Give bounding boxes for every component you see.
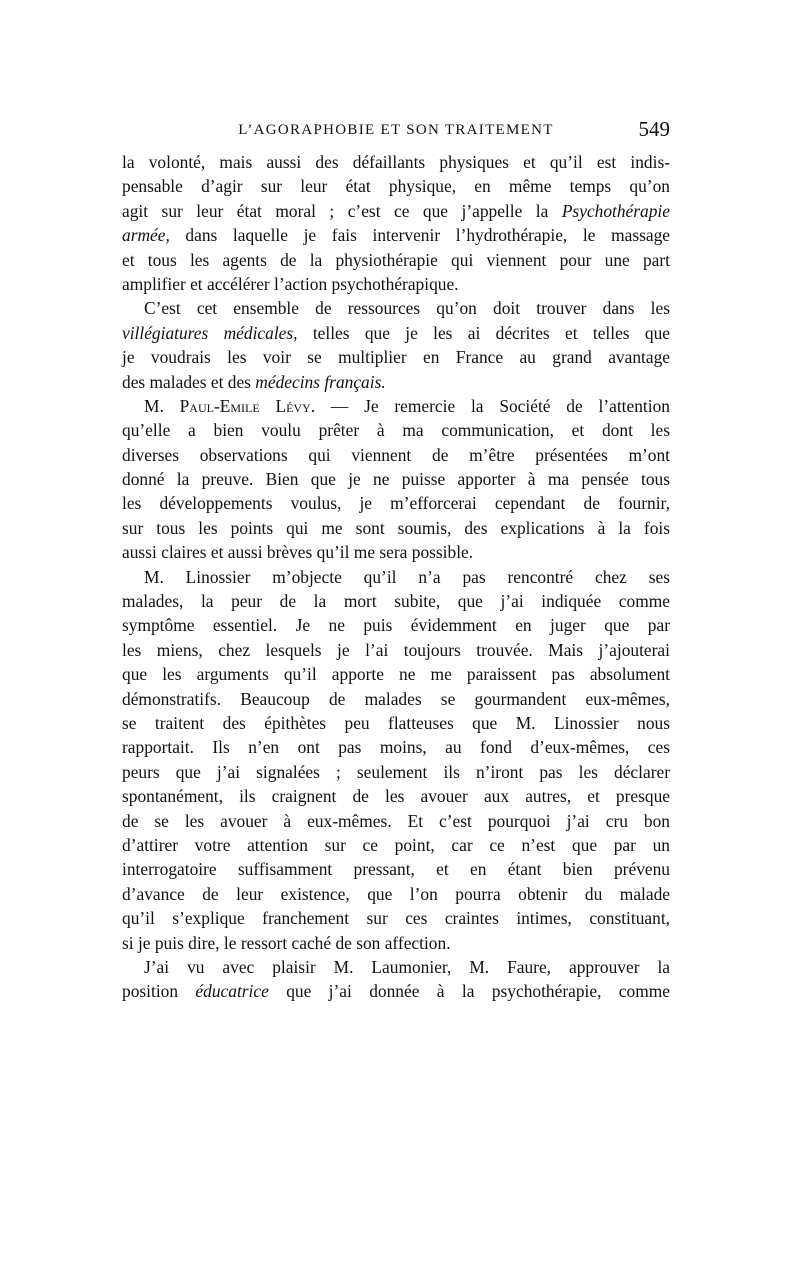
text-line bbox=[122, 882, 670, 906]
text-span: que les arguments qu’il apporte ne me paraissent pas absolument bbox=[122, 664, 670, 685]
text-span: si je puis dire, le ressort caché de son affection. bbox=[122, 932, 451, 953]
text-span: dans laquelle je fais intervenir l’hydrothérapie, le massage bbox=[169, 225, 670, 246]
text-line bbox=[122, 906, 670, 930]
text-line bbox=[122, 491, 670, 515]
text-span: — Je remercie la Société de l’attention bbox=[315, 395, 670, 416]
text-line bbox=[122, 613, 670, 637]
text-span: peurs que j’ai signalées ; seulement ils n’iront pas les déclarer bbox=[122, 761, 670, 782]
text-span: la volonté, mais aussi des défaillants physiques et qu’il est indis- bbox=[122, 152, 670, 172]
text-line bbox=[122, 638, 670, 662]
text-line bbox=[122, 467, 670, 491]
text-span: agit sur leur état moral ; c’est ce que j’appelle la bbox=[122, 200, 562, 221]
text-span: d’attirer votre attention sur ce point, car ce n’est que par un bbox=[122, 834, 670, 855]
text-span: donné la preuve. Bien que je ne puisse apporter à ma pensée tous bbox=[122, 469, 670, 490]
text-span: symptôme essentiel. Je ne puis évidemment en juger que par bbox=[122, 615, 670, 636]
text-line bbox=[122, 199, 670, 223]
italic-text: armée, bbox=[122, 225, 170, 246]
text-span: de se les avouer à eux-mêmes. Et c’est pourquoi j’ai cru bon bbox=[122, 810, 670, 831]
text-span: et tous les agents de la physiothérapie qui viennent pour une part bbox=[122, 249, 670, 270]
text-line bbox=[122, 516, 670, 540]
text-span: rapportait. Ils n’en ont pas moins, au fond d’eux-mêmes, ces bbox=[122, 737, 670, 758]
text-span: qu’elle a bien voulu prêter à ma communication, et dont les bbox=[122, 420, 670, 441]
text-line bbox=[122, 272, 670, 296]
text-line bbox=[122, 687, 670, 711]
text-span: se traitent des épithètes peu flatteuses que M. Linossier nous bbox=[122, 712, 670, 733]
text-line bbox=[122, 931, 670, 955]
text-span: les développements voulus, je m’efforcerai cependant de fournir, bbox=[122, 493, 670, 514]
text-span: J’ai vu avec plaisir M. Laumonier, M. Faure, approuver la bbox=[144, 956, 670, 977]
text-line bbox=[122, 223, 670, 247]
text-span: amplifier et accélérer l’action psychothérapique. bbox=[122, 273, 459, 294]
text-line bbox=[122, 833, 670, 857]
text-line bbox=[122, 540, 670, 564]
text-line bbox=[122, 418, 670, 442]
text-span: sur tous les points qui me sont soumis, des explications à la fois bbox=[122, 517, 670, 538]
italic-text: éducatrice bbox=[195, 981, 269, 1002]
text-span: aussi claires et aussi brèves qu’il me sera possible. bbox=[122, 542, 474, 563]
page-number: 549 bbox=[638, 117, 670, 141]
text-line bbox=[122, 296, 670, 320]
text-line bbox=[122, 784, 670, 808]
body-text bbox=[122, 150, 670, 1004]
text-span: d’avance de leur existence, que l’on pourra obtenir du malade bbox=[122, 883, 670, 904]
text-line bbox=[122, 955, 670, 979]
text-span: M. Linossier m’objecte qu’il n’a pas rencontré chez ses bbox=[144, 566, 670, 587]
text-line bbox=[122, 150, 670, 174]
text-line bbox=[122, 662, 670, 686]
text-line bbox=[122, 589, 670, 613]
text-line bbox=[122, 809, 670, 833]
text-span: les miens, chez lesquels je l’ai toujours trouvée. Mais j’ajouterai bbox=[122, 639, 670, 660]
italic-text: médecins français. bbox=[255, 371, 386, 392]
text-span: des malades et des bbox=[122, 371, 256, 392]
text-line bbox=[122, 565, 670, 589]
text-span: démonstratifs. Beaucoup de malades se gourmandent eux-mêmes, bbox=[122, 688, 670, 709]
italic-text: Psychothérapie bbox=[561, 200, 670, 221]
text-span: diverses observations qui viennent de m’être présentées m’ont bbox=[122, 444, 670, 465]
text-line bbox=[122, 345, 670, 369]
text-span: telles que je les ai décrites et telles que bbox=[297, 322, 670, 343]
text-span: C’est cet ensemble de ressources qu’on doit trouver dans les bbox=[144, 298, 670, 319]
text-line bbox=[122, 711, 670, 735]
text-span: que j’ai donnée à la psychothérapie, comme bbox=[268, 981, 670, 1002]
text-span: malades, la peur de la mort subite, que j’ai indiquée comme bbox=[122, 591, 670, 612]
running-title: L’AGORAPHOBIE ET SON TRAITEMENT bbox=[238, 122, 554, 138]
text-line bbox=[122, 370, 670, 394]
text-span: pensable d’agir sur leur état physique, en même temps qu’on bbox=[122, 176, 670, 197]
text-span: position bbox=[122, 981, 196, 1002]
text-line bbox=[122, 979, 670, 1003]
text-span: je voudrais les voir se multiplier en France au grand avantage bbox=[122, 347, 670, 368]
text-line bbox=[122, 735, 670, 759]
text-line bbox=[122, 857, 670, 881]
text-line bbox=[122, 443, 670, 467]
text-span: qu’il s’explique franchement sur ces craintes intimes, constituant, bbox=[122, 908, 670, 929]
text-line bbox=[122, 760, 670, 784]
italic-text: villégiatures médicales, bbox=[122, 322, 298, 343]
running-head bbox=[122, 118, 670, 142]
smallcaps-name: Paul-Emile Lévy. bbox=[179, 395, 316, 416]
text-span: M. bbox=[144, 395, 180, 416]
text-line bbox=[122, 248, 670, 272]
text-line bbox=[122, 174, 670, 198]
text-span: interrogatoire suffisamment pressant, et en étant bien prévenu bbox=[122, 859, 670, 880]
text-span: spontanément, ils craignent de les avouer aux autres, et presque bbox=[122, 786, 670, 807]
text-line bbox=[122, 321, 670, 345]
text-line bbox=[122, 394, 670, 418]
